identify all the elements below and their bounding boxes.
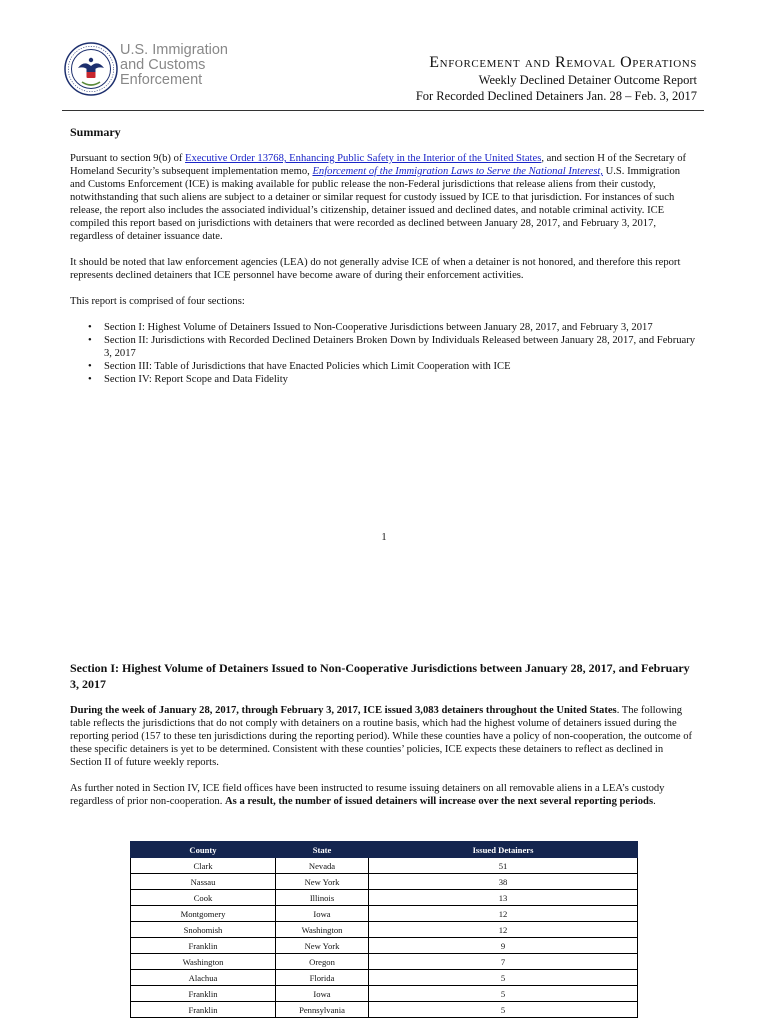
table-row: Alachua Florida 5 xyxy=(131,970,638,986)
list-item: • Section I: Highest Volume of Detainers Issued to Non-Cooperative Jurisdictions between January 28, 2017, and February 3, 2017 xyxy=(88,321,696,334)
sections-list xyxy=(70,321,696,386)
list-item: • Section IV: Report Scope and Data Fidelity xyxy=(88,373,696,386)
table-row: Franklin Iowa 5 xyxy=(131,986,638,1002)
ice-logo xyxy=(64,42,234,100)
table-row: Snohomish Washington 12 xyxy=(131,922,638,938)
section-one-heading: Section I: Highest Volume of Detainers Issued to Non-Cooperative Jurisdictions between January 28, 2017, and February 3, 2017 xyxy=(70,661,690,691)
summary-heading: Summary xyxy=(70,125,121,139)
enforcement-memo-link[interactable]: Enforcement of the Immigration Laws to Serve the National Interest, xyxy=(312,166,603,177)
table-row: Washington Oregon 7 xyxy=(131,954,638,970)
report-date-range: For Recorded Declined Detainers Jan. 28 – Feb. 3, 2017 xyxy=(415,89,697,103)
column-header-state: State xyxy=(276,842,369,858)
section-one-paragraph-2: As further noted in Section IV, ICE field offices have been instructed to resume issuing detainers on all removable aliens in a LEA’s custody regardless of prior non-cooperation. As a result, the number of issued detainers will increase over the next several reporting periods. xyxy=(70,783,665,807)
report-subtitle: Weekly Declined Detainer Outcome Report xyxy=(478,73,697,87)
issued-detainers-table xyxy=(130,841,638,1018)
header-rule xyxy=(62,110,704,111)
table-row: Franklin Pennsylvania 5 xyxy=(131,1002,638,1018)
table-row: Nassau New York 38 xyxy=(131,874,638,890)
page-number: 1 xyxy=(381,532,387,543)
list-item: • Section III: Table of Jurisdictions that have Enacted Policies which Limit Cooperation with ICE xyxy=(88,360,696,373)
table-row: Franklin New York 9 xyxy=(131,938,638,954)
table-row: Montgomery Iowa 12 xyxy=(131,906,638,922)
dhs-seal-icon xyxy=(64,42,118,96)
table-header-row xyxy=(131,842,638,858)
summary-paragraph-3: This report is comprised of four sections: xyxy=(70,296,245,307)
section-one xyxy=(70,660,696,808)
summary-section xyxy=(70,126,696,386)
column-header-county: County xyxy=(131,842,276,858)
agency-name: U.S. Immigration and Customs Enforcement xyxy=(120,42,228,88)
summary-paragraph-1: Pursuant to section 9(b) of Executive Order 13768, Enhancing Public Safety in the Interior of the United States, and section H of the Secretary of Homeland Security’s subsequent implementation memo, Enforcement of the Immigration Laws to Serve the National Interest, U.S. Immigration and Customs Enforcement (ICE) is making available for public release the non-Federal jurisdictions that release aliens from their custody, notwithstanding that such aliens are subject to a detainer or similar request for custody issued by ICE to that jurisdiction. For instances of such release, the report also includes the associated individual’s citizenship, detainer issued and declined dates, and notable criminal activity. ICE compiled this report based on jurisdictions with detainers that were recorded as declined between January 28, 2017, and February 3, 2017, regardless of detainer issuance date. xyxy=(70,153,687,242)
table-row: Cook Illinois 13 xyxy=(131,890,638,906)
table-row: Clark Nevada 51 xyxy=(131,858,638,874)
report-header xyxy=(416,54,697,104)
column-header-issued-detainers: Issued Detainers xyxy=(369,842,638,858)
executive-order-link[interactable]: Executive Order 13768, Enhancing Public Safety in the Interior of the United States xyxy=(185,153,542,164)
report-title: Enforcement and Removal Operations xyxy=(429,54,697,71)
section-one-paragraph-1: During the week of January 28, 2017, through February 3, 2017, ICE issued 3,083 detainers throughout the United States. The following table reflects the jurisdictions that do not comply with detainers on a routine basis, which had the highest volume of detainers issued during the reporting period (157 to these ten jurisdictions during the reporting period). While these counties have a policy of non-cooperation, the outcome of these specific detainers is yet to be determined. Consistent with these counties’ policies, ICE expects these detainers to reflect as declined in Section II of future weekly reports. xyxy=(70,705,693,768)
list-item: • Section II: Jurisdictions with Recorded Declined Detainers Broken Down by Individuals Released between January 28, 2017, and February 3, 2017 xyxy=(88,334,696,360)
summary-paragraph-2: It should be noted that law enforcement agencies (LEA) do not generally advise ICE of when a detainer is not honored, and therefore this report represents declined detainers that ICE personnel have become aware of during their enforcement activities. xyxy=(70,257,681,281)
